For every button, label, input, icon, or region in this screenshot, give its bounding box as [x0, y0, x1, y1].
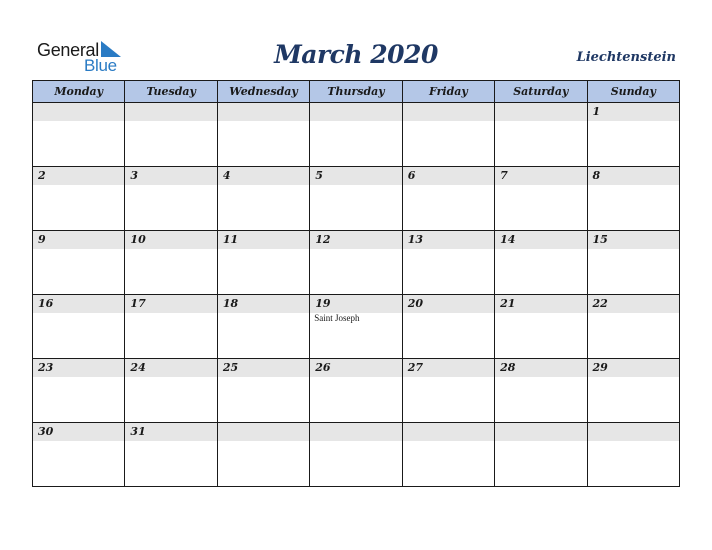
day-number: 23: [38, 361, 54, 374]
logo-flag-icon: [101, 41, 121, 57]
day-number: 31: [130, 425, 146, 438]
day-header-bar: [33, 359, 124, 377]
day-number: 9: [38, 233, 46, 246]
calendar-day-cell: [495, 423, 587, 487]
calendar-day-cell: [310, 103, 402, 167]
calendar-day-cell: [310, 167, 402, 231]
day-header-bar: [403, 423, 494, 441]
day-header-bar: [310, 359, 401, 377]
calendar-day-cell: [402, 295, 494, 359]
day-number: 7: [500, 169, 508, 182]
day-number: 18: [222, 297, 239, 310]
day-header-bar: [588, 423, 679, 441]
calendar-day-cell: [125, 231, 217, 295]
calendar-day-cell: [33, 359, 125, 423]
calendar-day-cell: [495, 359, 587, 423]
calendar-day-cell: [125, 295, 217, 359]
calendar-day-cell: [402, 423, 494, 487]
day-header-bar: [310, 295, 401, 313]
country-name: Liechtenstein: [576, 50, 676, 65]
calendar-day-cell: [402, 359, 494, 423]
day-header-bar: [218, 423, 309, 441]
calendar-day-cell: [587, 231, 679, 295]
day-header-bar: [125, 423, 216, 441]
calendar-day-cell: [495, 103, 587, 167]
calendar-day-cell: [33, 167, 125, 231]
day-header-bar: [125, 295, 216, 313]
day-number: 15: [592, 233, 608, 246]
day-header-bar: [218, 231, 309, 249]
day-header-bar: [33, 295, 124, 313]
day-header-bar: [125, 167, 216, 185]
calendar-day-cell: [495, 231, 587, 295]
calendar-day-cell: [217, 295, 309, 359]
day-number: 14: [500, 233, 516, 246]
calendar-day-cell: [310, 231, 402, 295]
calendar-week-row: [33, 295, 680, 359]
calendar-day-cell: [217, 103, 309, 167]
day-header-bar: [495, 103, 586, 121]
day-number: 10: [130, 233, 146, 246]
day-header-bar: [33, 423, 124, 441]
weekday-header: Wednesday: [217, 81, 309, 103]
day-number: 12: [315, 233, 331, 246]
weekday-header: Thursday: [310, 81, 402, 103]
calendar-day-cell: [310, 423, 402, 487]
day-header-bar: [588, 295, 679, 313]
day-number: 21: [500, 297, 516, 310]
calendar-week-row: [33, 167, 680, 231]
day-header-bar: [310, 423, 401, 441]
day-header-bar: [310, 231, 401, 249]
day-number: 16: [38, 297, 54, 310]
calendar-day-cell: [217, 167, 309, 231]
day-number: 24: [130, 361, 146, 374]
calendar-day-cell: [495, 167, 587, 231]
day-number: 2: [38, 169, 46, 182]
day-header-bar: [588, 167, 679, 185]
calendar-day-cell: [217, 359, 309, 423]
calendar-day-cell: [217, 231, 309, 295]
day-header-bar: [310, 167, 401, 185]
day-header-bar: [125, 359, 216, 377]
calendar-day-cell: [587, 359, 679, 423]
calendar-day-cell: [402, 167, 494, 231]
weekday-header: Friday: [402, 81, 494, 103]
day-number: 19: [315, 297, 331, 310]
day-number: 25: [222, 361, 239, 374]
weekday-header: Tuesday: [125, 81, 217, 103]
day-header-bar: [403, 359, 494, 377]
calendar-day-cell: [587, 423, 679, 487]
day-header-bar: [33, 231, 124, 249]
day-header-bar: [495, 295, 586, 313]
calendar-week-row: [33, 103, 680, 167]
day-header-bar: [403, 231, 494, 249]
calendar-day-cell: [587, 103, 679, 167]
generalblue-logo: [37, 40, 127, 74]
calendar-day-cell: [125, 103, 217, 167]
calendar-day-cell: [217, 423, 309, 487]
calendar-day-cell: [402, 103, 494, 167]
day-number: 5: [315, 169, 323, 182]
day-number: 20: [407, 297, 423, 310]
day-header-bar: [495, 423, 586, 441]
calendar-day-cell: [587, 167, 679, 231]
day-header-bar: [403, 167, 494, 185]
weekday-header-row: [33, 81, 680, 103]
calendar-day-cell: [310, 359, 402, 423]
day-number: 30: [38, 425, 54, 438]
calendar-day-cell: [33, 295, 125, 359]
day-header-bar: [495, 231, 586, 249]
day-header-bar: [588, 359, 679, 377]
logo-text-general: General: [37, 40, 99, 60]
day-number: 8: [592, 169, 601, 182]
weekday-header: Saturday: [495, 81, 587, 103]
day-number: 13: [407, 233, 423, 246]
calendar-day-cell: [310, 295, 402, 359]
day-number: 27: [407, 361, 423, 374]
day-header-bar: [218, 359, 309, 377]
day-number: 26: [315, 361, 331, 374]
day-number: 22: [592, 297, 608, 310]
day-header-bar: [125, 103, 216, 121]
day-number: 6: [407, 169, 416, 182]
calendar-day-cell: [495, 295, 587, 359]
calendar-day-cell: [33, 231, 125, 295]
day-header-bar: [125, 231, 216, 249]
day-header-bar: [588, 231, 679, 249]
day-number: 28: [500, 361, 516, 374]
calendar-day-cell: [125, 359, 217, 423]
calendar-week-row: [33, 359, 680, 423]
calendar-day-cell: [125, 423, 217, 487]
day-header-bar: [495, 359, 586, 377]
calendar-title: March 2020: [274, 40, 438, 69]
calendar-day-cell: [33, 103, 125, 167]
day-header-bar: [218, 167, 309, 185]
day-header-bar: [33, 103, 124, 121]
logo-text-blue: Blue: [84, 56, 117, 75]
calendar-week-row: [33, 423, 680, 487]
calendar-week-row: [33, 231, 680, 295]
day-header-bar: [403, 295, 494, 313]
calendar-day-cell: [402, 231, 494, 295]
day-header-bar: [33, 167, 124, 185]
day-number: 3: [130, 169, 139, 182]
calendar-grid: [32, 80, 680, 487]
day-number: 17: [130, 297, 146, 310]
day-header-bar: [495, 167, 586, 185]
day-number: 4: [222, 169, 231, 182]
weekday-header: Monday: [33, 81, 125, 103]
calendar-day-cell: [587, 295, 679, 359]
day-header-bar: [588, 103, 679, 121]
weekday-header: Sunday: [587, 81, 679, 103]
day-header-bar: [218, 103, 309, 121]
calendar-day-cell: [33, 423, 125, 487]
day-number: 11: [222, 233, 239, 246]
day-header-bar: [218, 295, 309, 313]
day-number: 1: [592, 105, 601, 118]
day-header-bar: [403, 103, 494, 121]
day-number: 29: [592, 361, 608, 374]
holiday-label: Saint Joseph: [314, 313, 360, 323]
day-header-bar: [310, 103, 401, 121]
calendar-day-cell: [125, 167, 217, 231]
